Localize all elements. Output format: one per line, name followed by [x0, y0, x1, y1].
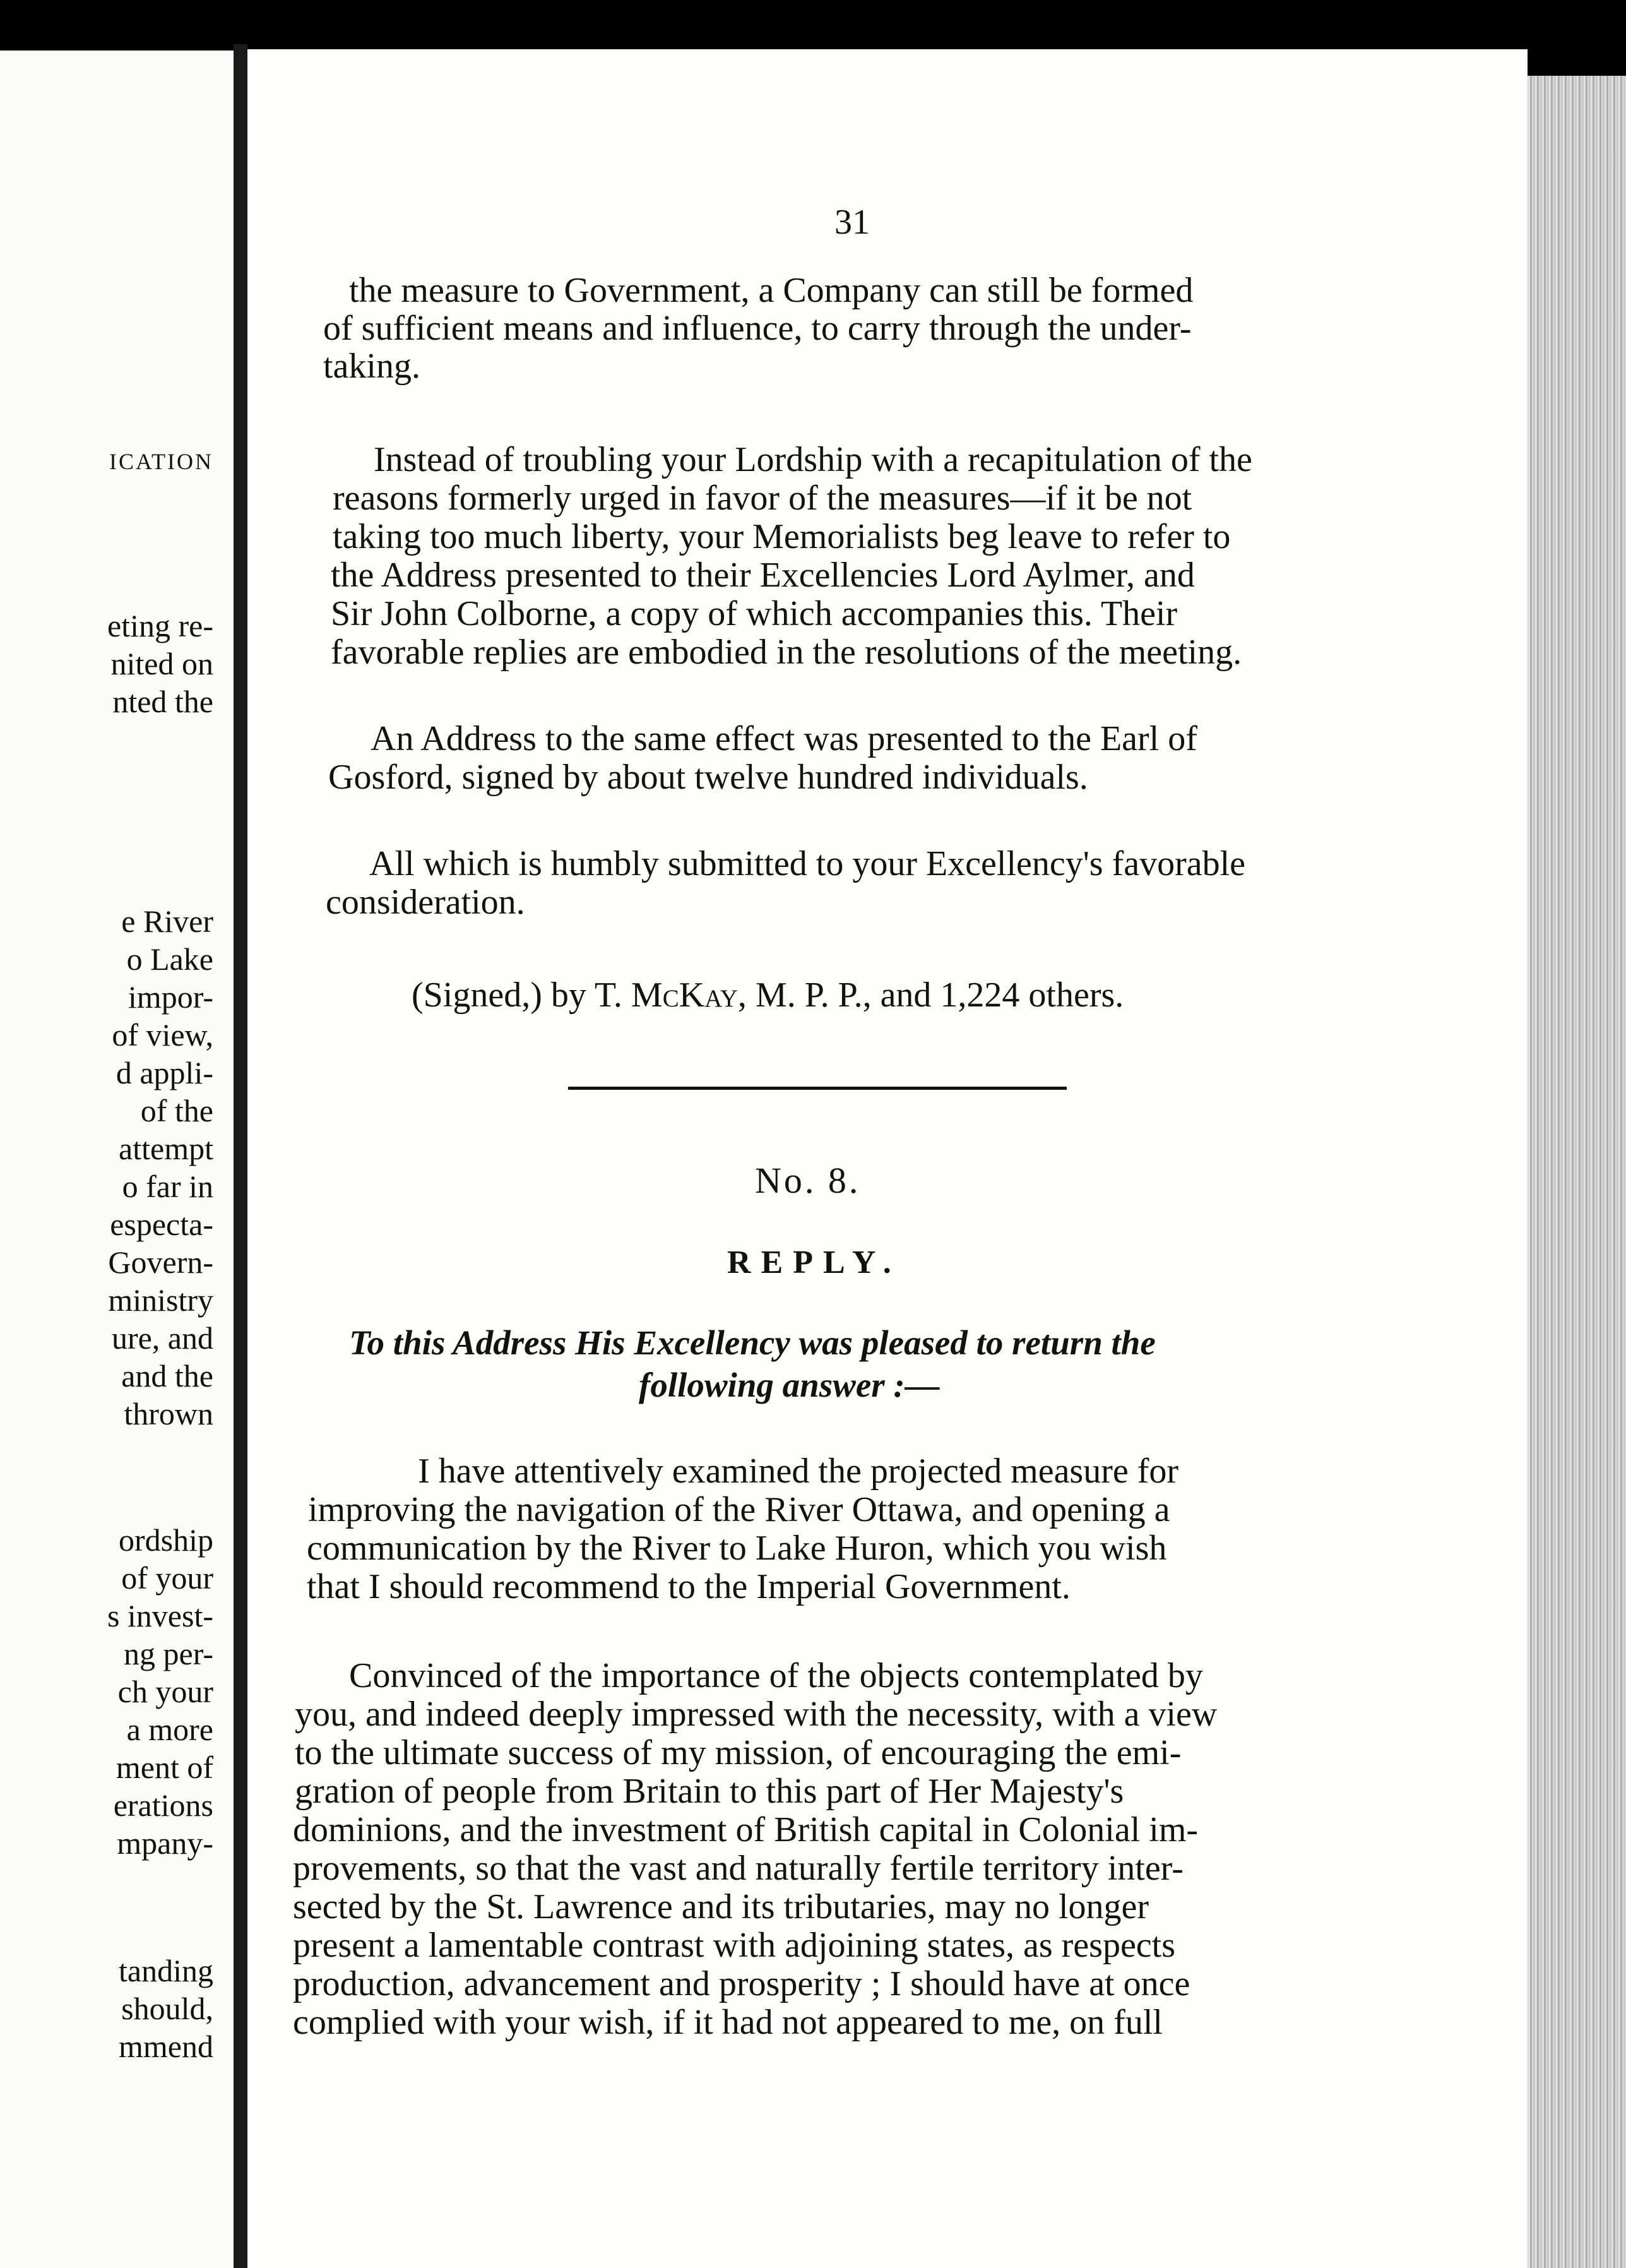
body-line: Convinced of the importance of the objects contemplated by — [349, 1656, 1203, 1695]
body-line: the Address presented to their Excellencies Lord Aylmer, and — [331, 556, 1195, 595]
body-line: sected by the St. Lawrence and its tributaries, may no longer — [293, 1887, 1149, 1926]
body-line: production, advancement and prosperity ; I should have at once — [293, 1964, 1190, 2003]
left-page-line: especta- — [110, 1207, 213, 1242]
body-line: I have attentively examined the projected measure for — [418, 1452, 1179, 1491]
left-page-line: ng per- — [124, 1636, 213, 1671]
left-page-line: e River — [121, 904, 213, 939]
body-line: An Address to the same effect was presented to the Earl of — [371, 719, 1197, 758]
body-line: taking. — [323, 347, 420, 386]
signature-name: McKay — [631, 976, 738, 1015]
body-line: communication by the River to Lake Huron, which you wish — [307, 1529, 1167, 1568]
intro-line: following answer :— — [639, 1366, 940, 1404]
body-line: taking too much liberty, your Memorialists beg leave to refer to — [333, 517, 1231, 556]
left-page-line: s invest- — [107, 1598, 213, 1633]
body-line: the measure to Government, a Company can still be formed — [349, 271, 1194, 310]
body-line: Instead of troubling your Lordship with a recapitulation of the — [374, 440, 1252, 479]
body-line: improving the navigation of the River Ottawa, and opening a — [308, 1490, 1170, 1529]
book-gutter — [234, 44, 247, 2268]
left-page-line: of your — [121, 1560, 213, 1596]
left-page-line: ch your — [117, 1674, 213, 1709]
left-page-line: attempt — [119, 1131, 213, 1166]
body-line: of sufficient means and influence, to carry through the under- — [323, 309, 1192, 348]
left-page-line: should, — [121, 1991, 213, 2026]
left-page-line: ordship — [119, 1522, 213, 1558]
body-line: favorable replies are embodied in the resolutions of the meeting. — [331, 633, 1242, 672]
intro-line: To this Address His Excellency was pleased to return the — [349, 1323, 1156, 1362]
body-line: consideration. — [326, 883, 525, 922]
body-line: complied with your wish, if it had not appeared to me, on full — [293, 2003, 1163, 2042]
left-facing-page — [0, 51, 234, 2268]
left-page-line: thrown — [124, 1396, 213, 1431]
left-page-line: impor- — [128, 979, 213, 1015]
left-page-line: of the — [140, 1093, 213, 1128]
body-line: provements, so that the vast and naturally fertile territory inter- — [293, 1849, 1184, 1888]
body-line: you, and indeed deeply impressed with the necessity, with a view — [295, 1695, 1218, 1734]
left-page-line: mpany- — [117, 1825, 213, 1861]
body-line: gration of people from Britain to this part of Her Majesty's — [295, 1772, 1124, 1811]
body-line: Sir John Colborne, a copy of which accompanies this. Their — [331, 594, 1178, 633]
left-page-line: o far in — [122, 1169, 213, 1204]
left-page-line: mmend — [119, 2029, 213, 2064]
page-number: 31 — [834, 203, 870, 242]
reply-heading: REPLY. — [727, 1244, 901, 1280]
left-page-line: ministry — [108, 1282, 213, 1318]
left-page-line: nited on — [110, 646, 213, 681]
signature-suffix: , M. P. P., and 1,224 others. — [737, 976, 1124, 1015]
body-line: dominions, and the investment of British capital in Colonial im- — [293, 1810, 1199, 1849]
left-page-line: eting re- — [107, 608, 213, 643]
page-edges — [1528, 76, 1626, 2268]
left-page-line: ment of — [116, 1750, 213, 1785]
signature-prefix: (Signed,) by T. — [412, 976, 631, 1015]
left-page-line: nted the — [112, 684, 213, 719]
left-page-line: ure, and — [111, 1320, 213, 1356]
left-page-line: a more — [126, 1712, 213, 1747]
body-line: reasons formerly urged in favor of the measures—if it be not — [333, 479, 1192, 518]
left-page-line: and the — [121, 1358, 213, 1394]
left-page-line: erations — [113, 1788, 213, 1823]
left-page-line: tanding — [119, 1953, 213, 1988]
left-page-line: o Lake — [126, 941, 213, 977]
section-divider — [568, 1087, 1067, 1090]
left-page-line: Govern- — [108, 1244, 213, 1280]
document-number-heading: No. 8. — [755, 1160, 861, 1201]
body-line: that I should recommend to the Imperial Government. — [307, 1567, 1071, 1606]
body-line: Gosford, signed by about twelve hundred individuals. — [328, 758, 1088, 797]
left-page-line: d appli- — [116, 1055, 213, 1090]
left-page-heading: ICATION — [109, 449, 213, 474]
body-line: present a lamentable contrast with adjoining states, as respects — [293, 1926, 1176, 1965]
signature-line — [412, 975, 1124, 1015]
left-page-line: of view, — [112, 1017, 213, 1053]
body-line: to the ultimate success of my mission, of encouraging the emi- — [295, 1733, 1182, 1772]
body-line: All which is humbly submitted to your Excellency's favorable — [369, 844, 1246, 883]
